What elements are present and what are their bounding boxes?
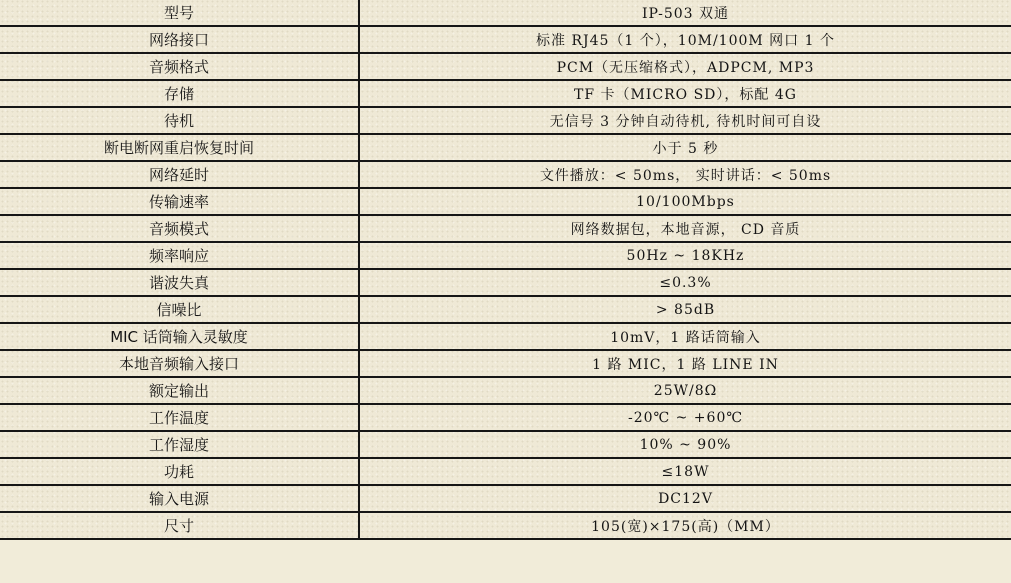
table-row bbox=[0, 107, 1011, 134]
spec-label: 工作温度 bbox=[0, 404, 359, 431]
spec-label: 频率响应 bbox=[0, 242, 359, 269]
spec-label: 存储 bbox=[0, 80, 359, 107]
spec-label: 功耗 bbox=[0, 458, 359, 485]
spec-label: 传输速率 bbox=[0, 188, 359, 215]
table-row bbox=[0, 350, 1011, 377]
table-row bbox=[0, 242, 1011, 269]
spec-label: 网络延时 bbox=[0, 161, 359, 188]
spec-label: 音频模式 bbox=[0, 215, 359, 242]
spec-value: > 85dB bbox=[359, 296, 1011, 323]
table-row bbox=[0, 458, 1011, 485]
table-row bbox=[0, 296, 1011, 323]
spec-value: 50Hz ~ 18KHz bbox=[359, 242, 1011, 269]
spec-label: 尺寸 bbox=[0, 512, 359, 539]
table-row bbox=[0, 80, 1011, 107]
spec-value: 10/100Mbps bbox=[359, 188, 1011, 215]
spec-label: 工作湿度 bbox=[0, 431, 359, 458]
table-row bbox=[0, 53, 1011, 80]
spec-value: 小于 5 秒 bbox=[359, 134, 1011, 161]
spec-value: 10% ~ 90% bbox=[359, 431, 1011, 458]
spec-label: 型号 bbox=[0, 0, 359, 26]
spec-value: 文件播放：< 50ms， 实时讲话：< 50ms bbox=[359, 161, 1011, 188]
table-row bbox=[0, 323, 1011, 350]
spec-label: 信噪比 bbox=[0, 296, 359, 323]
spec-label: 谐波失真 bbox=[0, 269, 359, 296]
spec-value: 标准 RJ45（1 个），10M/100M 网口 1 个 bbox=[359, 26, 1011, 53]
spec-label: 音频格式 bbox=[0, 53, 359, 80]
table-row bbox=[0, 269, 1011, 296]
spec-value: 105(宽)×175(高)（MM） bbox=[359, 512, 1011, 539]
spec-label: MIC 话筒输入灵敏度 bbox=[0, 323, 359, 350]
spec-value: ≤0.3% bbox=[359, 269, 1011, 296]
table-row bbox=[0, 215, 1011, 242]
spec-label: 额定输出 bbox=[0, 377, 359, 404]
spec-label: 本地音频输入接口 bbox=[0, 350, 359, 377]
spec-label: 网络接口 bbox=[0, 26, 359, 53]
spec-value: ≤18W bbox=[359, 458, 1011, 485]
spec-value: 无信号 3 分钟自动待机, 待机时间可自设 bbox=[359, 107, 1011, 134]
table-row bbox=[0, 377, 1011, 404]
spec-value: 网络数据包，本地音源， CD 音质 bbox=[359, 215, 1011, 242]
table-row bbox=[0, 188, 1011, 215]
spec-value: TF 卡（MICRO SD），标配 4G bbox=[359, 80, 1011, 107]
spec-value: PCM（无压缩格式），ADPCM, MP3 bbox=[359, 53, 1011, 80]
spec-value: IP-503 双通 bbox=[359, 0, 1011, 26]
table-row bbox=[0, 134, 1011, 161]
spec-value: DC12V bbox=[359, 485, 1011, 512]
spec-value: 10mV，1 路话筒输入 bbox=[359, 323, 1011, 350]
table-row bbox=[0, 512, 1011, 539]
spec-label: 输入电源 bbox=[0, 485, 359, 512]
spec-value: 25W/8Ω bbox=[359, 377, 1011, 404]
spec-label: 待机 bbox=[0, 107, 359, 134]
spec-label: 断电断网重启恢复时间 bbox=[0, 134, 359, 161]
spec-value: -20℃ ~ +60℃ bbox=[359, 404, 1011, 431]
table-row bbox=[0, 161, 1011, 188]
table-row bbox=[0, 404, 1011, 431]
table-row bbox=[0, 0, 1011, 26]
table-row bbox=[0, 431, 1011, 458]
table-row bbox=[0, 26, 1011, 53]
table-row bbox=[0, 485, 1011, 512]
spec-value: 1 路 MIC，1 路 LINE IN bbox=[359, 350, 1011, 377]
